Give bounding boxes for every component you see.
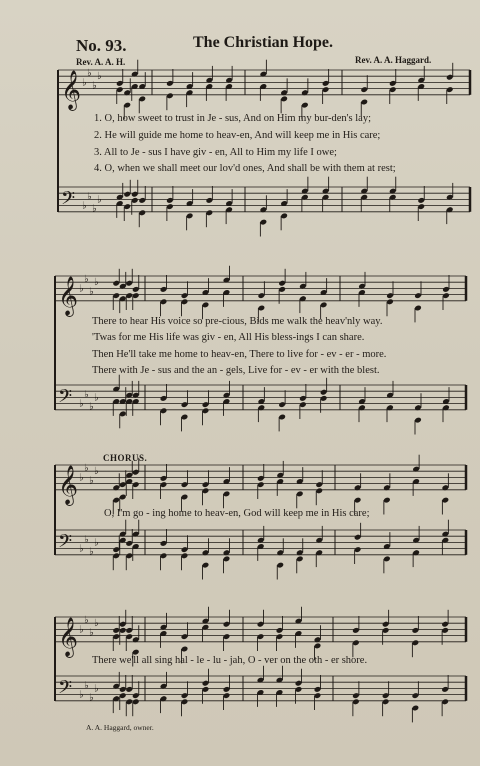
flat-icon: ♭ xyxy=(94,392,99,404)
flat-icon: ♭ xyxy=(79,283,84,295)
flat-icon: ♭ xyxy=(92,80,97,92)
flat-icon: ♭ xyxy=(94,466,99,478)
flat-icon: ♭ xyxy=(94,277,99,289)
lyricist-credit: Rev. A. A. H. xyxy=(76,57,126,67)
verse-2-line-1: 2. He will guide me home to heav-en, And will keep me in His care; xyxy=(94,130,381,141)
flat-icon: ♭ xyxy=(87,68,92,80)
flat-icon: ♭ xyxy=(94,618,99,630)
flat-icon: ♭ xyxy=(79,472,84,484)
flat-icon: ♭ xyxy=(89,546,94,558)
bass-clef-icon: 𝄢 xyxy=(61,188,76,214)
verse-4-line-1: 4. O, when we shall meet our lov'd ones, And shall be with them at rest; xyxy=(94,163,396,174)
flat-icon: ♭ xyxy=(79,689,84,701)
flat-icon: ♭ xyxy=(89,627,94,639)
flat-icon: ♭ xyxy=(92,203,97,215)
treble-clef-icon: 𝄞 xyxy=(58,275,79,316)
verse-1-line-1: 1. O, how sweet to trust in Je - sus, And on Him my bur-den's lay; xyxy=(94,113,371,124)
treble-clef-icon: 𝄞 xyxy=(58,616,79,657)
flat-icon: ♭ xyxy=(89,475,94,487)
flat-icon: ♭ xyxy=(89,401,94,413)
flat-icon: ♭ xyxy=(94,537,99,549)
hymn-title: The Christian Hope. xyxy=(193,34,334,51)
flat-icon: ♭ xyxy=(84,274,89,286)
verse-4-line-2: There with Je - sus and the an - gels, Live for - ev - er with the blest. xyxy=(92,365,380,376)
flat-icon: ♭ xyxy=(97,194,102,206)
flat-icon: ♭ xyxy=(79,543,84,555)
flat-icon: ♭ xyxy=(84,463,89,475)
chorus-label: CHORUS. xyxy=(103,453,148,463)
verse-3-line-2: Then He'll take me home to heav-en, There to live for - ev - er - more. xyxy=(92,349,387,360)
flat-icon: ♭ xyxy=(89,692,94,704)
flat-icon: ♭ xyxy=(82,200,87,212)
flat-icon: ♭ xyxy=(82,77,87,89)
flat-icon: ♭ xyxy=(94,683,99,695)
flat-icon: ♭ xyxy=(79,624,84,636)
copyright-owner: A. A. Haggard, owner. xyxy=(86,723,154,732)
chorus-line-1: O, I'm go - ing home to heav-en, God will keep me in His care; xyxy=(104,508,370,519)
chorus-line-2: There we'll all sing hal - le - lu - jah, O - ver on the oth - er shore. xyxy=(92,655,368,666)
verse-1-line-2: There to hear His voice so pre-cious, Bids me walk the heav'nly way. xyxy=(92,316,383,327)
flat-icon: ♭ xyxy=(84,534,89,546)
bass-clef-icon: 𝄢 xyxy=(58,531,73,557)
bass-clef-icon: 𝄢 xyxy=(58,386,73,412)
verse-2-line-2: 'Twas for me His life was giv - en, All His bless-ings I can share. xyxy=(92,332,365,343)
flat-icon: ♭ xyxy=(87,191,92,203)
hymn-number: No. 93. xyxy=(76,36,127,55)
composer-credit: Rev. A. A. Haggard. xyxy=(355,55,432,65)
flat-icon: ♭ xyxy=(84,680,89,692)
flat-icon: ♭ xyxy=(84,615,89,627)
treble-clef-icon: 𝄞 xyxy=(58,464,79,505)
treble-clef-icon: 𝄞 xyxy=(61,69,82,110)
flat-icon: ♭ xyxy=(89,286,94,298)
flat-icon: ♭ xyxy=(84,389,89,401)
flat-icon: ♭ xyxy=(97,71,102,83)
flat-icon: ♭ xyxy=(79,398,84,410)
bass-clef-icon: 𝄢 xyxy=(58,677,73,703)
verse-3-line-1: 3. All to Je - sus I have giv - en, All to Him my life I owe; xyxy=(94,147,337,158)
